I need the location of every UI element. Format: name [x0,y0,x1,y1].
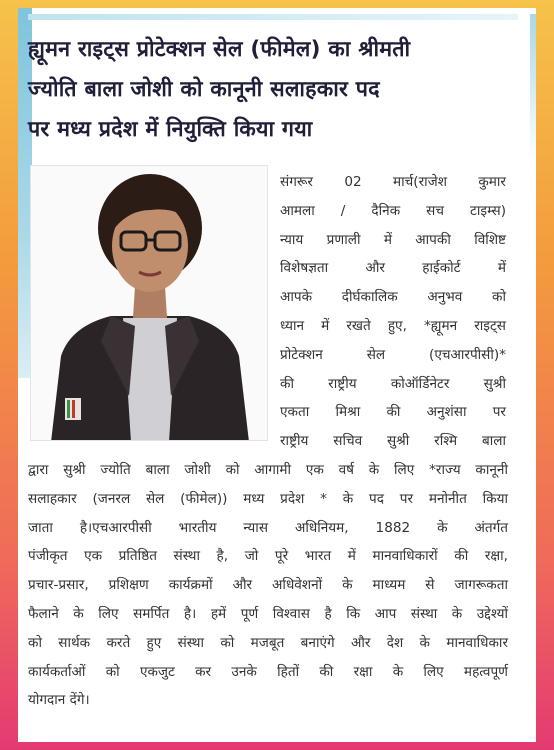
headline-line: ज्योति बाला जोशी को कानूनी सलाहकार पद [28,77,380,102]
article-line: द्वारा सुश्री ज्योति बाला जोशी को आगामी एक वर्ष के लिए *राज्य कानूनी [28,462,508,478]
article-line: ध्यान में रखते हुए, *ह्यूमन राइट्स [280,317,506,334]
article-line: पंजीकृत एक प्रतिष्ठित संस्था है, जो पूरे भारत में मानवाधिकारों की रक्षा, [28,548,508,565]
accent-bar-top [28,14,518,20]
article-body [28,456,508,715]
article-line: आपके दीर्घकालिक अनुभव को [280,289,506,306]
article-line: प्रचार-प्रसार, प्रशिक्षण कार्यक्रमों और अधिवेशनों के माध्यम से जागरूकता [28,577,508,594]
headline [28,30,508,150]
article-line: सलाहकार (जनरल सेल (फीमेल)) मध्य प्रदेश * के पद पर मनोनीत किया [28,490,508,507]
article-line: फैलाने के लिए समर्पित है। हमें पूर्ण विश्वास है कि आप संस्था के उद्देश्यों [28,605,508,622]
article-line: राष्ट्रीय सचिव सुश्री रश्मि बाला [280,433,506,450]
accent-bar-right [530,14,536,164]
article-line: आमला / दैनिक सच टाइम्स) [280,202,506,219]
article-line: न्याय प्रणाली में आपकी विशिष्ट [280,231,506,248]
article-line: विशेषज्ञता और हाईकोर्ट में [280,260,506,277]
article-line: कार्यकर्ताओं को एकजुट कर उनके हितों की रक्षा के लिए महत्वपूर्ण [28,663,508,680]
article-line: की राष्ट्रीय कोऑर्डिनेटर सुश्री [280,375,506,392]
portrait-illustration [31,166,268,441]
portrait-photo [30,165,268,441]
headline-line: ह्यूमन राइट्स प्रोटेक्शन सेल (फीमेल) का श्रीमती [28,37,411,62]
article-line: संगरूर 02 मार्च(राजेश कुमार [280,174,506,190]
article-column [280,168,506,456]
article-line: जाता है।एचआरपीसी भारतीय न्यास अधिनियम, 1882 के अंतर्गत [28,519,508,536]
article-line: प्रोटेक्शन सेल (एचआरपीसी)* [280,346,506,363]
headline-line: पर मध्य प्रदेश में नियुक्ति किया गया [28,117,313,142]
article-line: योगदान देंगे। [28,692,90,709]
article-line: एकता मिश्रा की अनुशंसा पर [280,404,506,421]
article-line: को सार्थक करते हुए संस्था को मजबूत बनाएंगे और देश के मानवाधिकार [28,634,508,651]
